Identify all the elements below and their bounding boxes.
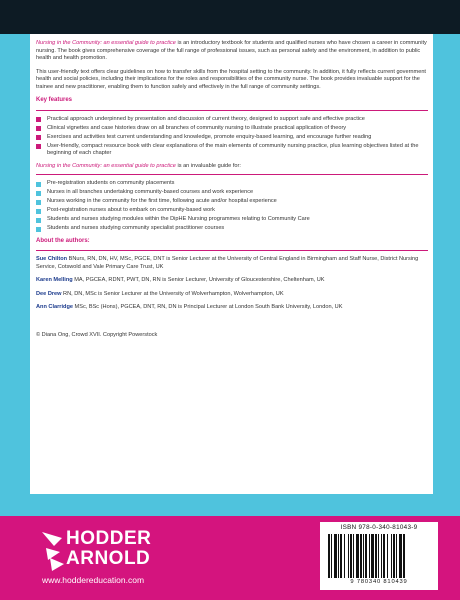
image-credit: © Diana Ong, Crowd XVII. Copyright Powerstock <box>36 331 158 338</box>
publisher-url: www.hoddereducation.com <box>42 575 145 585</box>
barcode-bar <box>375 534 377 578</box>
publisher-name-line1: HODDER <box>66 528 152 549</box>
barcode-bar <box>350 534 352 578</box>
author-name: Ann Clarridge <box>36 304 73 310</box>
author-bio: MSc, BSc (Hons), PGCEA, DNT, RN, DN is Principal Lecturer at London South Bank University, London, UK <box>73 304 343 310</box>
barcode-panel <box>320 522 438 590</box>
author-bio: BNurs, RN, DN, HV, MSc, PGCE, DNT is Senior Lecturer at the University of Central England in Birmingham and Staff Nurse, District Nursing Service, Cotswold and Vale Primary Care Trust, UK <box>36 256 419 270</box>
barcode-bar <box>383 534 385 578</box>
barcode-bar <box>391 534 392 578</box>
barcode-bar <box>378 534 379 578</box>
barcode-bar <box>365 534 367 578</box>
list-item: Post-registration nurses about to embark on community-based work <box>36 207 428 215</box>
barcode-bar <box>334 534 337 578</box>
divider <box>36 174 428 175</box>
list-item: Students and nurses studying modules within the DipHE Nursing programmes relating to Community Care <box>36 216 428 224</box>
list-item: Exercises and activities test current understanding and knowledge, promote enquiry-based learning, and encourage further reading <box>36 134 428 142</box>
divider <box>36 250 428 251</box>
list-item: Nurses in all branches undertaking community-based courses and work experience <box>36 189 428 197</box>
author-entry <box>36 256 428 271</box>
intro-text: is an introductory textbook for students and qualified nurses who have chosen a career in community nursing. The book gives comprehensive coverage of the full range of professional issues, such as personal safety and the environment, in addition to public health and health promotion. <box>36 40 427 61</box>
barcode-bar <box>360 534 362 578</box>
intro-paragraph-2: This user-friendly text offers clear guidelines on how to transfer skills from the hospital setting to the community. In addition, it fully reflects current government health and social policies, including their implications for the roles and responsibilities of the community nurse. The book provides invaluable support for the trainee and new practitioner, enabling them to function safely and effectively in the full range of community settings. <box>36 68 426 90</box>
barcode-bar <box>338 534 339 578</box>
publisher-name-line2: ARNOLD <box>66 548 151 569</box>
barcode-bar <box>403 534 405 578</box>
barcode-bar <box>363 534 364 578</box>
publisher-logo-text <box>66 529 151 569</box>
back-cover-text-panel <box>30 34 433 494</box>
author-entry <box>36 304 428 312</box>
barcode-bar <box>353 534 354 578</box>
barcode-bar <box>381 534 382 578</box>
author-bio: MA, PGCEA, RDNT, PWT, DN, RN is Senior Lecturer, University of Gloucestershire, Cheltenham, UK <box>72 277 325 283</box>
barcode-bar <box>356 534 359 578</box>
author-name: Sue Chilton <box>36 256 68 262</box>
list-item: Practical approach underpinned by presentation and discussion of current theory, designed to support safe and effective practice <box>36 116 428 124</box>
divider <box>36 110 428 111</box>
barcode-bar <box>348 534 349 578</box>
list-item: Pre-registration students on community placements <box>36 180 428 188</box>
guide-intro <box>36 163 428 171</box>
list-item: Clinical vignettes and case histories draw on all branches of community nursing to illustrate practical application of theory <box>36 125 428 133</box>
barcode-bar <box>396 534 397 578</box>
book-title-emphasis: Nursing in the Community: an essential guide to practice <box>36 162 176 169</box>
guide-intro-text: is an invaluable guide for: <box>175 162 241 169</box>
intro-paragraph-1 <box>36 40 428 63</box>
list-item: Students and nurses studying community specialist practitioner courses <box>36 225 428 233</box>
author-name: Karen Melling <box>36 277 73 283</box>
barcode-bar <box>344 534 345 578</box>
list-item: User-friendly, compact resource book with clear explanations of the main elements of community nursing practice, plus learning objectives listed at the beginning of each chapter <box>36 143 428 158</box>
logo-mark-icon <box>42 532 64 571</box>
barcode-bar <box>340 534 342 578</box>
key-features-heading: Key features <box>36 97 73 103</box>
barcode-bar <box>331 534 332 578</box>
audience-list <box>36 180 428 233</box>
authors-heading: About the authors: <box>36 237 90 244</box>
author-entry <box>36 277 428 285</box>
barcode-bar <box>399 534 402 578</box>
barcode-bar <box>387 534 388 578</box>
barcode <box>326 534 432 579</box>
barcode-bar <box>371 534 374 578</box>
cover-content <box>36 40 428 345</box>
key-features-list <box>36 116 428 158</box>
book-title-emphasis: Nursing in the Community: an essential guide to practice <box>36 40 176 46</box>
list-item: Nurses working in the community for the first time, following acute and/or hospital experience <box>36 198 428 206</box>
barcode-bar <box>328 534 330 578</box>
barcode-bar <box>393 534 395 578</box>
author-name: Dee Drew <box>36 290 62 297</box>
author-bio: RN, DN, MSc is Senior Lecturer at the University of Wolverhampton, Wolverhampton, UK <box>61 290 284 297</box>
top-band <box>0 0 460 34</box>
barcode-bar <box>369 534 370 578</box>
isbn-label: ISBN 978-0-340-81043-9 <box>340 524 418 531</box>
author-entry <box>36 291 428 299</box>
barcode-number: 9 780340 810439 <box>350 579 408 585</box>
